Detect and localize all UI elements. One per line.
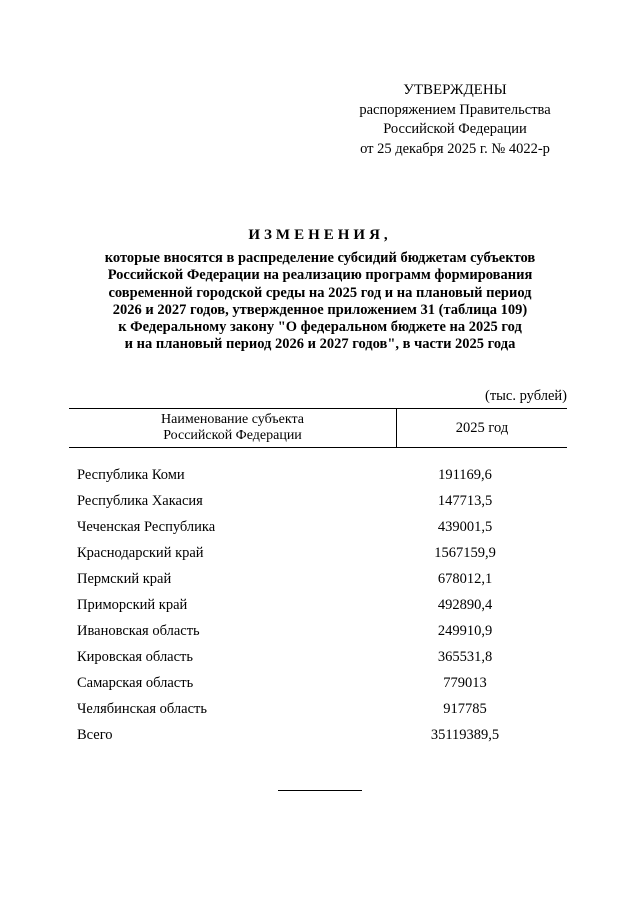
- subtitle-line: современной городской среды на 2025 год и на плановый период: [108, 284, 532, 301]
- row-value: 917785: [443, 700, 487, 717]
- row-name: Чеченская Республика: [77, 518, 216, 535]
- table-header: [69, 408, 567, 448]
- table-row: [77, 566, 567, 592]
- row-value: 365531,8: [437, 648, 493, 665]
- table-body: [77, 462, 567, 748]
- row-name: Ивановская область: [77, 622, 200, 639]
- row-name: Приморский край: [77, 596, 188, 613]
- table-row: [77, 462, 567, 488]
- column-header-subject-line-2: Российской Федерации: [163, 428, 302, 443]
- document-subtitle: [60, 250, 580, 354]
- row-name: Республика Хакасия: [77, 492, 203, 509]
- row-value: 492890,4: [437, 596, 493, 613]
- approval-heading: УТВЕРЖДЕНЫ: [403, 82, 507, 98]
- row-value: 249910,9: [437, 622, 493, 639]
- units-label: (тыс. рублей): [485, 388, 567, 404]
- end-separator-line: [278, 790, 362, 791]
- table-row: [77, 592, 567, 618]
- subtitle-line: 2026 и 2027 годов, утвержденное приложением 31 (таблица 109): [112, 301, 528, 318]
- row-name: Республика Коми: [77, 466, 185, 483]
- approval-line-2: Российской Федерации: [383, 121, 527, 137]
- row-name: Самарская область: [77, 674, 194, 691]
- table-row: [77, 696, 567, 722]
- table-row: [77, 488, 567, 514]
- row-name: Челябинская область: [77, 700, 207, 717]
- total-label: Всего: [77, 726, 113, 743]
- subtitle-line: к Федеральному закону "О федеральном бюджете на 2025 год: [118, 319, 522, 336]
- column-header-subject-line-1: Наименование субъекта: [161, 412, 304, 427]
- subtitle-line: Российской Федерации на реализацию программ формирования: [107, 267, 533, 284]
- row-name: Кировская область: [77, 648, 194, 665]
- row-value: 779013: [443, 674, 487, 691]
- subtitle-line: которые вносятся в распределение субсидий бюджетам субъектов: [104, 250, 536, 266]
- row-value: 1567159,9: [434, 544, 496, 561]
- approval-block: [350, 81, 560, 159]
- document-title: ИЗМЕНЕНИЯ,: [248, 227, 392, 243]
- table-row: [77, 540, 567, 566]
- subtitle-line: и на плановый период 2026 и 2027 годов", в части 2025 года: [124, 336, 516, 353]
- row-value: 147713,5: [437, 492, 493, 509]
- table-row: [77, 514, 567, 540]
- table-row: [77, 644, 567, 670]
- approval-line-3: от 25 декабря 2025 г. № 4022-р: [360, 140, 550, 157]
- table-row: [77, 618, 567, 644]
- table-row: [77, 670, 567, 696]
- row-name: Краснодарский край: [77, 544, 204, 561]
- row-value: 678012,1: [437, 570, 493, 587]
- approval-line-1: распоряжением Правительства: [359, 101, 551, 118]
- row-value: 439001,5: [437, 518, 493, 535]
- row-name: Пермский край: [77, 570, 172, 587]
- column-header-subject: [69, 409, 397, 447]
- total-row: [77, 722, 567, 748]
- row-value: 191169,6: [438, 466, 492, 483]
- column-header-year: 2025 год: [455, 419, 509, 436]
- total-value: 35119389,5: [430, 726, 500, 743]
